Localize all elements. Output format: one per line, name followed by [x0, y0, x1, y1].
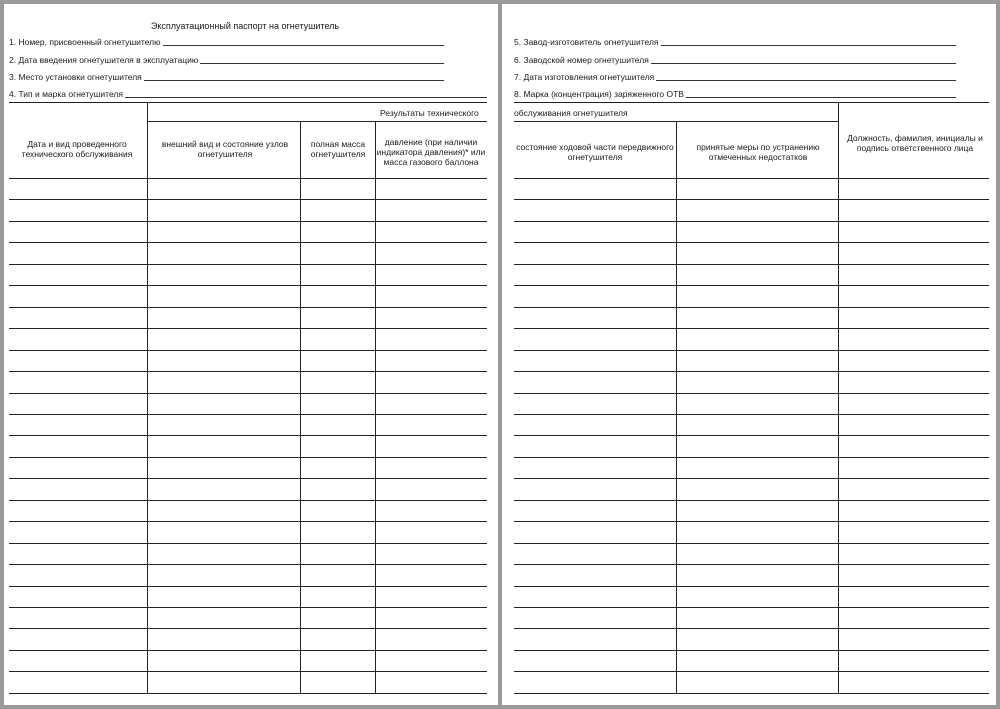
field-label: 6. Заводской номер огнетушителя	[514, 55, 649, 65]
table-row-line	[9, 693, 487, 694]
field-manufacturer	[514, 37, 956, 47]
table-row-line	[514, 307, 989, 308]
table-row-line	[514, 393, 989, 394]
field-input-line[interactable]	[163, 37, 445, 46]
field-input-line[interactable]	[125, 89, 487, 98]
table-row-line	[514, 671, 989, 672]
table-row-line	[9, 285, 487, 286]
table-row-line	[9, 393, 487, 394]
table-row-line	[514, 628, 989, 629]
table-row-line	[9, 607, 487, 608]
table-row-line	[514, 543, 989, 544]
field-label: 8. Марка (концентрация) заряженного ОТВ	[514, 89, 684, 99]
field-label: 1. Номер, присвоенный огнетушителю	[9, 37, 161, 47]
table-row-line	[514, 586, 989, 587]
field-label: 2. Дата введения огнетушителя в эксплуатацию	[9, 55, 199, 65]
table-row-line	[514, 607, 989, 608]
field-type	[9, 89, 487, 99]
table-row-line	[9, 500, 487, 501]
field-label: 5. Завод-изготовитель огнетушителя	[514, 37, 659, 47]
table-row-line	[514, 414, 989, 415]
field-label: 4. Тип и марка огнетушителя	[9, 89, 123, 99]
table-row-line	[514, 693, 989, 694]
column-header-signature: Должность, фамилия, инициалы и подпись ответственного лица	[847, 133, 983, 153]
field-agent-brand	[514, 89, 956, 99]
table-top-border	[514, 102, 989, 103]
table-row-line	[514, 264, 989, 265]
table-row-line	[514, 457, 989, 458]
table-top-border	[9, 102, 487, 103]
table-row-line	[9, 414, 487, 415]
table-row-line	[9, 350, 487, 351]
group-divider	[147, 121, 487, 122]
column-header-chassis: состояние ходовой части передвижного огнетушителя	[516, 142, 674, 162]
table-row-line	[514, 350, 989, 351]
right-page	[502, 4, 996, 705]
table-row-line	[514, 242, 989, 243]
field-input-line[interactable]	[144, 72, 444, 81]
field-input-line[interactable]	[656, 72, 956, 81]
table-row-line	[514, 371, 989, 372]
column-divider	[838, 102, 839, 693]
table-row-line	[9, 671, 487, 672]
table-row-line	[9, 543, 487, 544]
field-number	[9, 37, 444, 47]
table-row-line	[9, 457, 487, 458]
table-row-line	[514, 478, 989, 479]
table-row-line	[514, 650, 989, 651]
column-header-pressure: давление (при наличии индикатора давления)* или масса газового баллона	[376, 137, 486, 167]
table-row-line	[514, 521, 989, 522]
table-row-line	[9, 264, 487, 265]
column-header-date: Дата и вид проведенного технического обслуживания	[21, 139, 133, 159]
table-row-line	[9, 178, 487, 179]
table-row-line	[9, 650, 487, 651]
field-input-line[interactable]	[661, 37, 956, 46]
table-row-line	[9, 221, 487, 222]
field-manufacture-date	[514, 72, 956, 82]
table-row-line	[9, 242, 487, 243]
field-serial	[514, 55, 956, 65]
table-row-line	[9, 435, 487, 436]
column-divider	[147, 102, 148, 693]
table-row-line	[9, 371, 487, 372]
table-row-line	[9, 628, 487, 629]
column-divider	[300, 121, 301, 693]
table-row-line	[514, 328, 989, 329]
field-commission-date	[9, 55, 444, 65]
page-title: Эксплуатационный паспорт на огнетушитель	[150, 21, 340, 31]
table-group-header: обслуживания огнетушителя	[514, 108, 628, 118]
column-divider	[375, 121, 376, 693]
field-label: 3. Место установки огнетушителя	[9, 72, 142, 82]
left-page	[4, 4, 498, 705]
table-row-line	[514, 564, 989, 565]
table-row-line	[9, 586, 487, 587]
column-header-appearance: внешний вид и состояние узлов огнетушителя	[161, 139, 289, 159]
field-input-line[interactable]	[200, 55, 444, 64]
table-row-line	[514, 285, 989, 286]
column-divider	[676, 121, 677, 693]
table-row-line	[9, 564, 487, 565]
field-location	[9, 72, 444, 82]
table-row-line	[9, 307, 487, 308]
table-row-line	[9, 478, 487, 479]
field-input-line[interactable]	[651, 55, 956, 64]
table-row-line	[9, 199, 487, 200]
table-group-header: Результаты технического	[380, 108, 479, 118]
table-row-line	[514, 199, 989, 200]
table-row-line	[514, 500, 989, 501]
table-row-line	[514, 221, 989, 222]
field-label: 7. Дата изготовления огнетушителя	[514, 72, 655, 82]
field-input-line[interactable]	[686, 89, 956, 98]
column-header-mass: полная масса огнетушителя	[310, 139, 366, 159]
column-header-measures: принятые меры по устранению отмеченных недостатков	[696, 142, 820, 162]
table-row-line	[9, 521, 487, 522]
table-row-line	[9, 328, 487, 329]
table-row-line	[514, 435, 989, 436]
table-row-line	[514, 178, 989, 179]
